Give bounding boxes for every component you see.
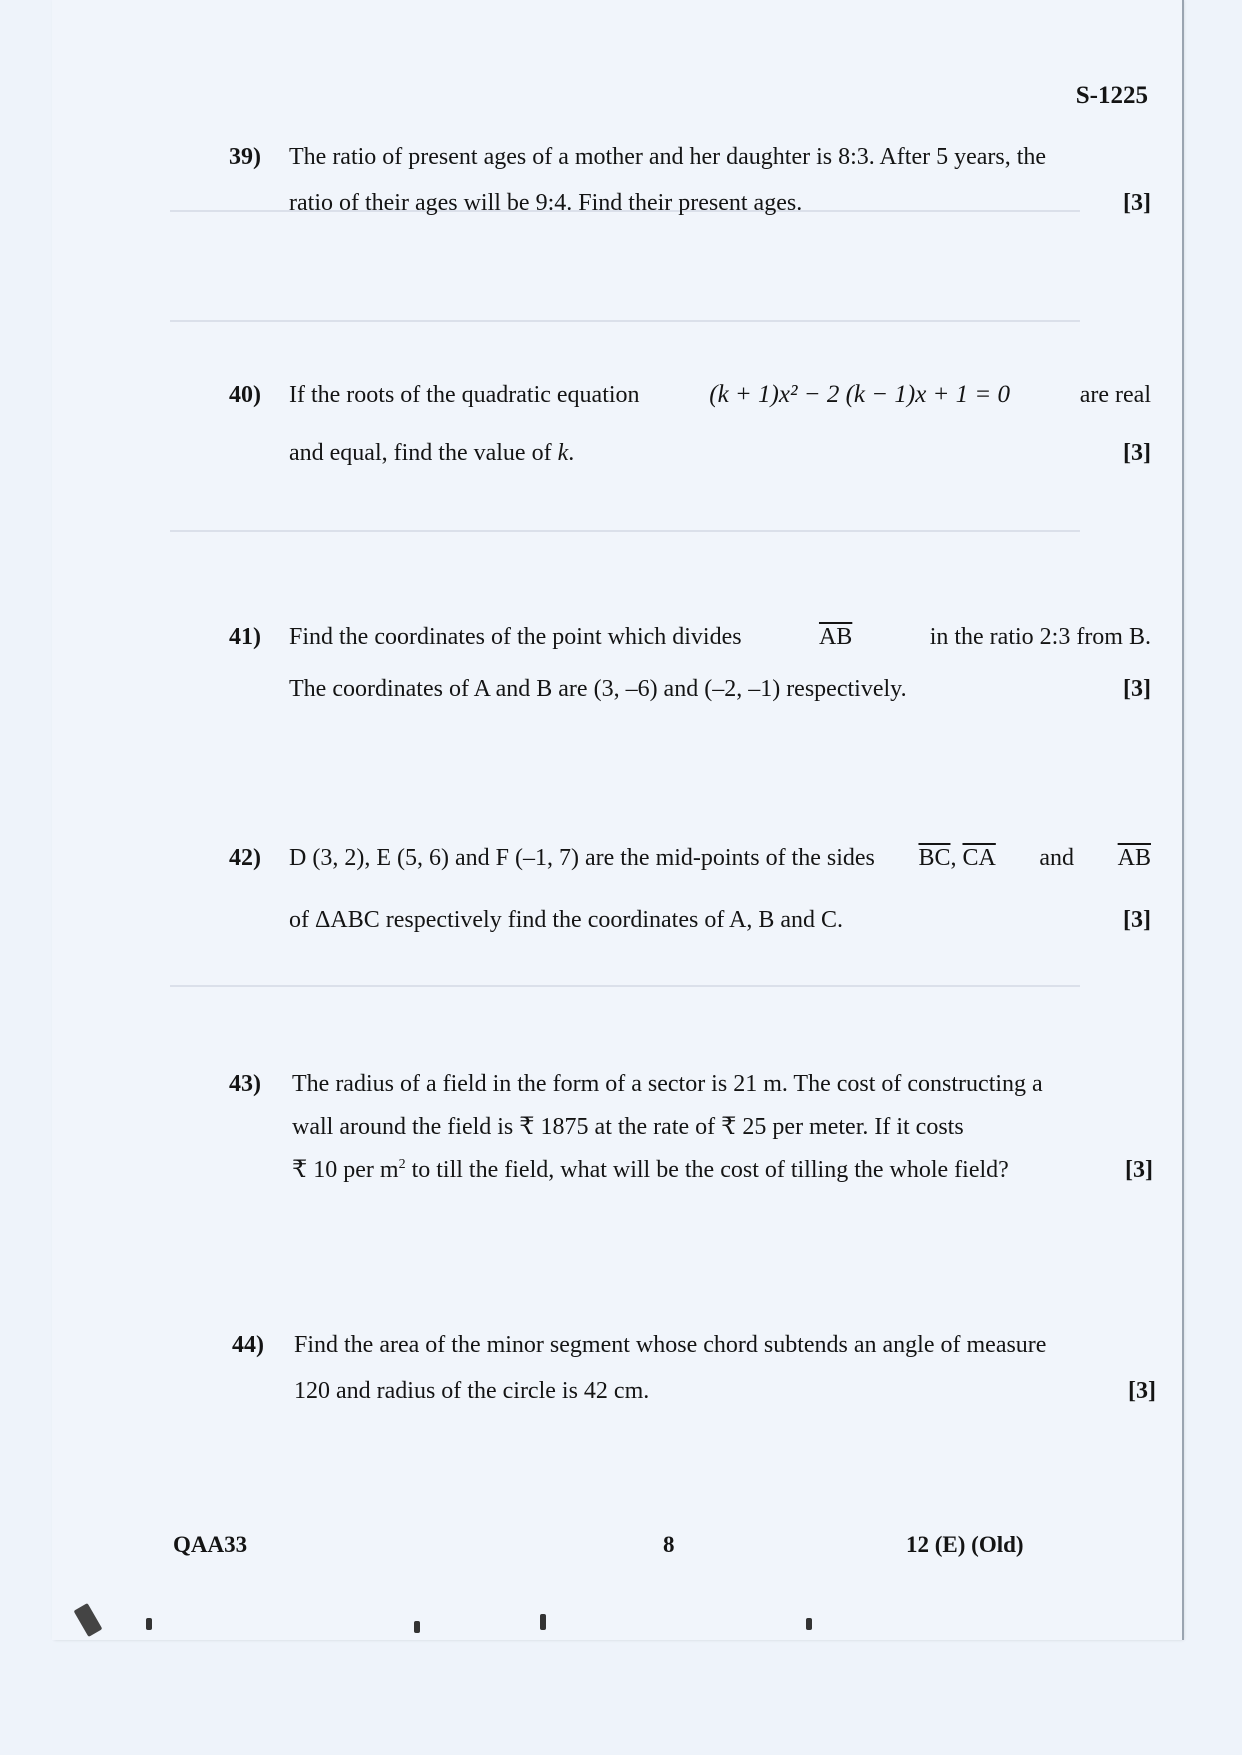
page-number: 8 xyxy=(663,1532,675,1557)
question-text: to till the field, what will be the cost of tilling the whole field? xyxy=(405,1157,1009,1183)
question-text: Find the area of the minor segment whose chord subtends an angle of measure xyxy=(294,1332,1047,1358)
question-number: 39) xyxy=(229,144,261,170)
question-number: 41) xyxy=(229,624,261,650)
marks: [3] xyxy=(1123,190,1151,216)
question-text: wall around the field is ₹ 1875 at the rate of ₹ 25 per meter. If it costs xyxy=(292,1114,964,1140)
question-text: The ratio of present ages of a mother and her daughter is 8:3. After 5 years, the xyxy=(289,144,1047,170)
paper-code: S-1225 xyxy=(1075,82,1148,109)
question-text: and xyxy=(1039,845,1075,871)
footer-right-code: 12 (E) (Old) xyxy=(906,1532,1024,1557)
question-44 xyxy=(232,1322,1156,1414)
question-number: 42) xyxy=(229,845,261,871)
bleed-through-line xyxy=(170,320,1080,322)
question-43 xyxy=(229,1063,1153,1192)
question-number: 44) xyxy=(232,1332,264,1358)
marks: [3] xyxy=(1123,440,1151,466)
question-text: Find the coordinates of the point which divides xyxy=(289,624,742,650)
question-text: ₹ 10 per m xyxy=(292,1157,399,1183)
question-number: 40) xyxy=(229,382,261,408)
segment-ca: $\overline{CA}$ xyxy=(962,845,996,871)
question-text: of ΔABC respectively find the coordinates of A, B and C. xyxy=(289,907,843,933)
footer-left-code: QAA33 xyxy=(173,1532,248,1557)
question-text: 120 and radius of the circle is 42 cm. xyxy=(294,1378,650,1404)
segment-bc: $\overline{BC}$ xyxy=(918,845,951,871)
marks: [3] xyxy=(1125,1157,1153,1183)
marks: [3] xyxy=(1128,1378,1156,1404)
question-text: are real xyxy=(1079,382,1151,408)
question-text: If the roots of the quadratic equation xyxy=(289,382,640,408)
superscript: 2 xyxy=(398,1157,406,1172)
question-text: The radius of a field in the form of a sector is 21 m. The cost of constructing a xyxy=(292,1071,1043,1097)
scan-mark xyxy=(540,1614,546,1630)
scan-mark xyxy=(414,1621,420,1633)
question-text: ratio of their ages will be 9:4. Find their present ages. xyxy=(289,190,803,216)
bleed-through-line xyxy=(170,985,1080,987)
question-text: and equal, find the value of xyxy=(289,440,552,466)
segment-ab: $\overline{AB}$ xyxy=(818,624,853,650)
bleed-through-line xyxy=(170,530,1080,532)
question-text: . xyxy=(568,440,575,466)
scan-mark xyxy=(146,1618,152,1630)
question-41 xyxy=(229,611,1151,715)
question-number: 43) xyxy=(229,1071,261,1097)
page-edge xyxy=(1182,0,1184,1640)
scan-mark xyxy=(806,1618,812,1630)
quadratic-equation: (k + 1)x² − 2 (k − 1)x + 1 = 0 xyxy=(709,381,1011,408)
marks: [3] xyxy=(1123,907,1151,933)
segment-ab: $\overline{AB}$ xyxy=(1117,845,1151,871)
question-text: The coordinates of A and B are (3, –6) and (–2, –1) respectively. xyxy=(289,676,907,702)
question-42: 42) D (3, 2), E (5, 6) and F (–1, 7) are the mid-points of the sides $\overline{BC}$, $\overline{CA}$ and $\overline{AB}$ [3] of ΔABC respectively find the coordinates of A, B and C. xyxy=(229,827,1151,951)
marks: [3] xyxy=(1123,676,1151,702)
question-39 xyxy=(229,134,1151,226)
question-text: D (3, 2), E (5, 6) and F (–1, 7) are the mid-points of the sides xyxy=(289,845,875,871)
question-text: in the ratio 2:3 from B. xyxy=(929,624,1151,650)
question-40 xyxy=(229,366,1151,482)
variable-k: k xyxy=(557,440,569,466)
